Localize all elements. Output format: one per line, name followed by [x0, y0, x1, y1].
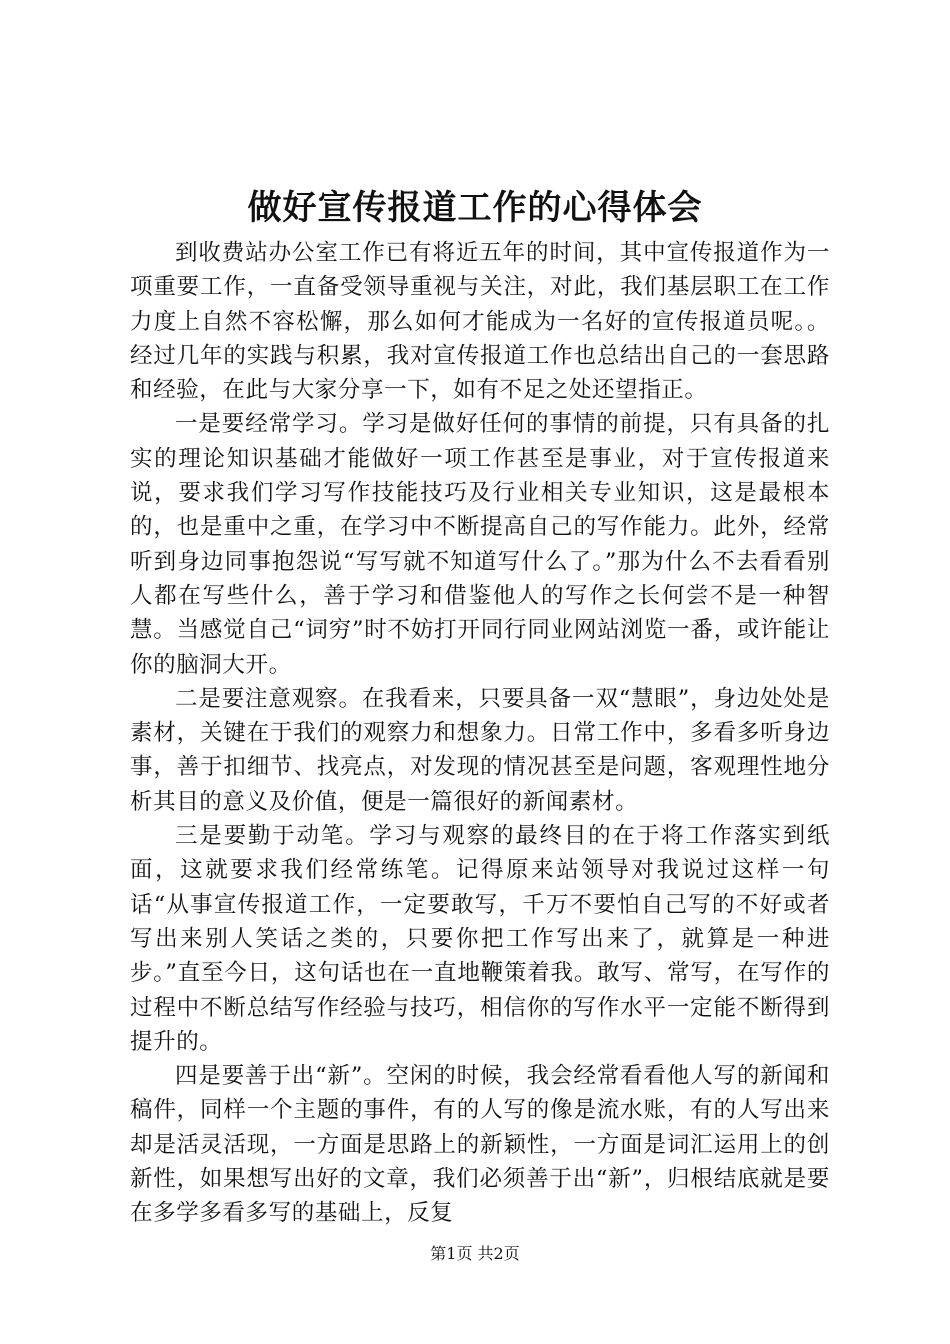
- paragraph-write: 三是要勤于动笔。学习与观察的最终目的在于将工作落实到纸面，这就要求我们经常练笔。记得原来站领导对我说过这样一句话“从事宣传报道工作，一定要敢写，千万不要怕自己写的不好或者写出来别人笑话之类的，只要你把工作写出来了，就算是一种进步。”直至今日，这句话也在一直地鞭策着我。敢写、常写，在写作的过程中不断总结写作经验与技巧，相信你的写作水平一定能不断得到提升的。: [130, 823, 830, 1055]
- document-title: 做好宣传报道工作的心得体会: [247, 188, 703, 228]
- paragraph-innovate: 四是要善于出“新”。空闲的时候，我会经常看看他人写的新闻和稿件，同样一个主题的事件，有的人写的像是流水账，有的人写出来却是活灵活现，一方面是思路上的新颖性，一方面是词汇运用上的创新性，如果想写出好的文章，我们必须善于出“新”，归根结底就是要在多学多看多写的基础上，反复: [130, 1063, 830, 1227]
- page-number-footer: 第1页 共2页: [430, 1244, 520, 1263]
- paragraph-intro: 到收费站办公室工作已有将近五年的时间，其中宣传报道作为一项重要工作，一直备受领导重视与关注，对此，我们基层职工在工作力度上自然不容松懈，那么如何才能成为一名好的宣传报道员呢。。经过几年的实践与积累，我对宣传报道工作也总结出自己的一套思路和经验，在此与大家分享一下，如有不足之处还望指正。: [130, 240, 830, 404]
- document-body: [130, 236, 830, 1231]
- paragraph-observe: 二是要注意观察。在我看来，只要具备一双“慧眼”，身边处处是素材，关键在于我们的观察力和想象力。日常工作中，多看多听身边事，善于扣细节、找亮点，对发现的情况甚至是问题，客观理性地分析其目的意义及价值，便是一篇很好的新闻素材。: [130, 685, 830, 815]
- paragraph-study: 一是要经常学习。学习是做好任何的事情的前提，只有具备的扎实的理论知识基础才能做好一项工作甚至是事业，对于宣传报道来说，要求我们学习写作技能技巧及行业相关专业知识，这是最根本的，也是重中之重，在学习中不断提高自己的写作能力。此外，经常听到身边同事抱怨说“写写就不知道写什么了。”那为什么不去看看别人都在写些什么，善于学习和借鉴他人的写作之长何尝不是一种智慧。当感觉自己“词穷”时不妨打开同行同业网站浏览一番，或许能让你的脑洞大开。: [130, 411, 830, 678]
